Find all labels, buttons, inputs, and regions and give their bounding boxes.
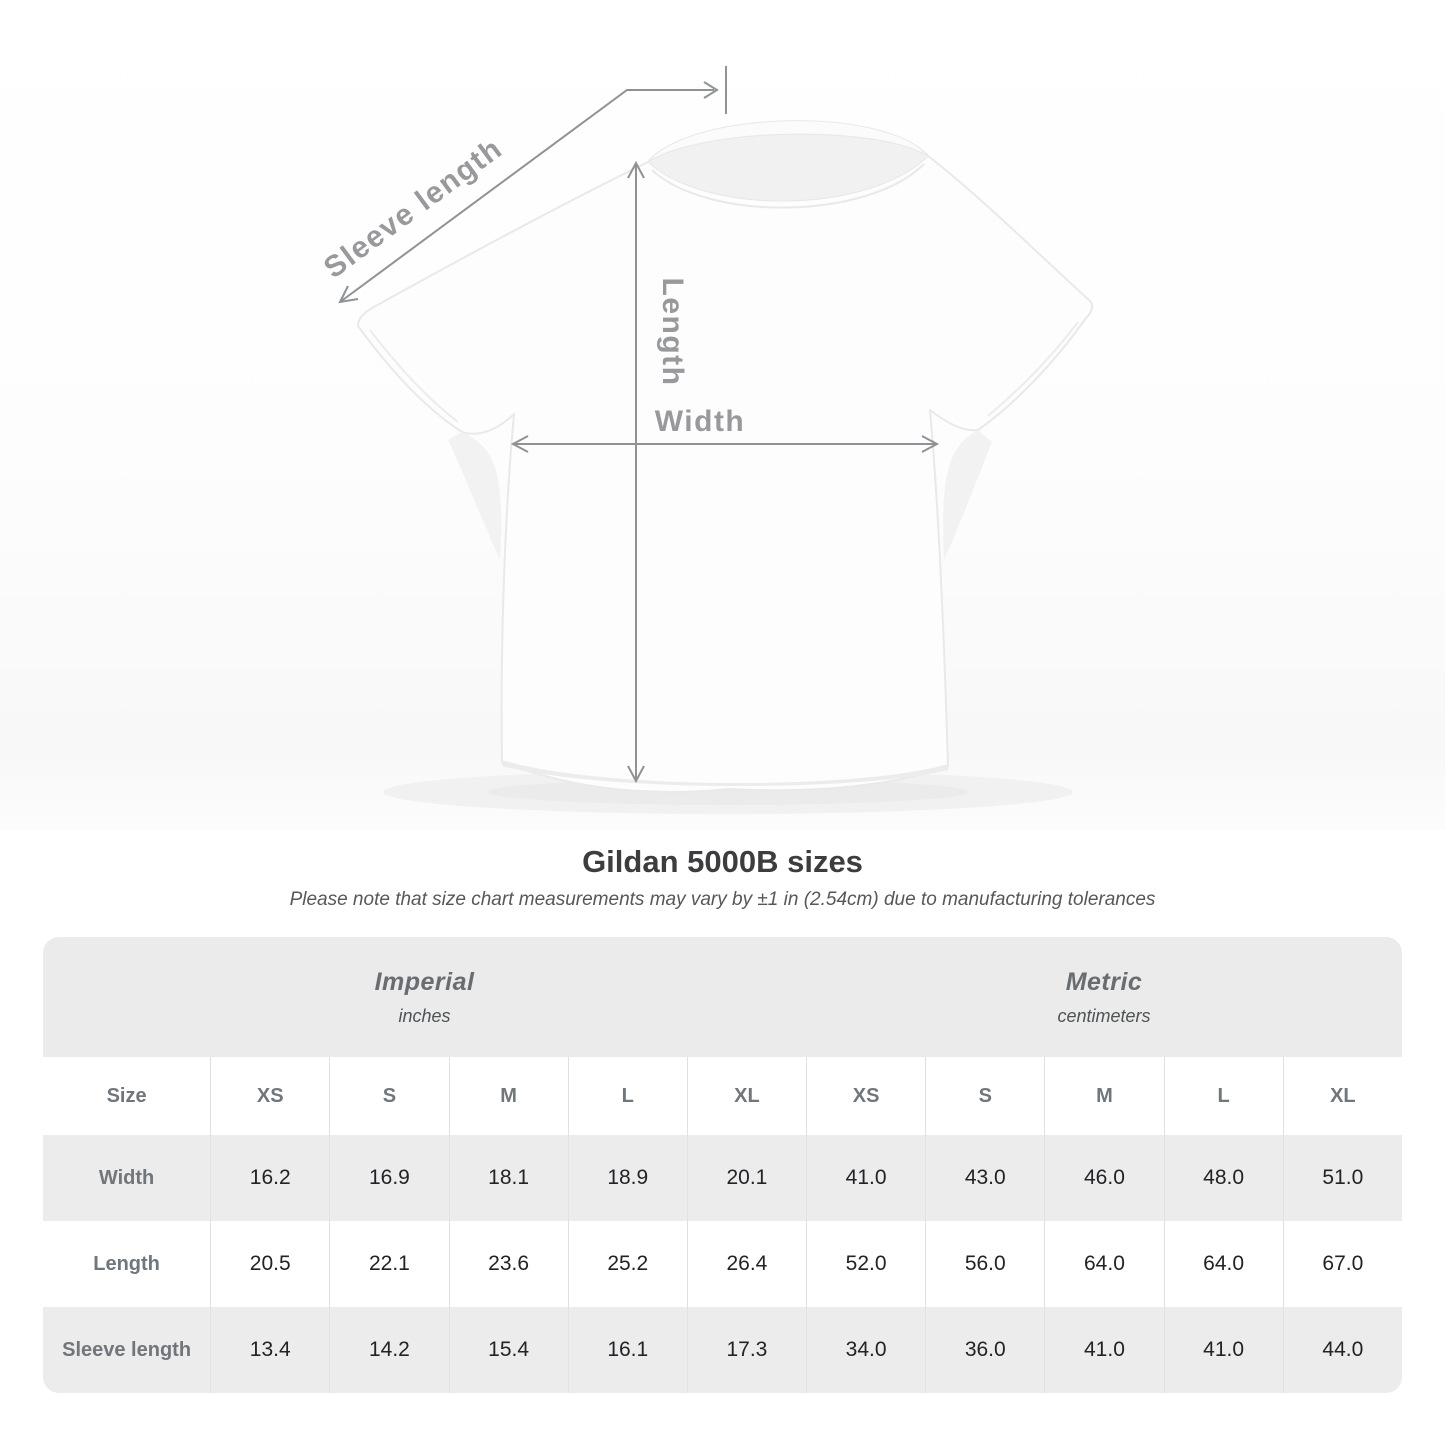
imperial-group-header [43,937,806,1057]
table-row-width [43,1135,1402,1221]
col-header-metric-xs: XS [806,1057,925,1135]
col-header-imperial-l: L [568,1057,687,1135]
chart-header [0,830,1445,911]
cell-width-imperial-m: 18.1 [449,1135,568,1221]
cell-width-imperial-l: 18.9 [568,1135,687,1221]
col-header-metric-s: S [925,1057,1044,1135]
size-corner-header: Size [43,1057,210,1135]
cell-sleeve-imperial-m: 15.4 [449,1307,568,1393]
cell-width-imperial-xs: 16.2 [210,1135,329,1221]
cell-sleeve-imperial-l: 16.1 [568,1307,687,1393]
table-row-length [43,1221,1402,1307]
metric-group-unit: centimeters [1057,1005,1151,1026]
cell-length-imperial-l: 25.2 [568,1221,687,1307]
cell-width-metric-m: 46.0 [1044,1135,1163,1221]
col-header-imperial-m: M [449,1057,568,1135]
cell-sleeve-imperial-xs: 13.4 [210,1307,329,1393]
cell-length-metric-m: 64.0 [1044,1221,1163,1307]
col-header-imperial-xl: XL [687,1057,806,1135]
row-label-sleeve-length: Sleeve length [43,1307,210,1393]
row-label-length: Length [43,1221,210,1307]
cell-length-metric-xl: 67.0 [1283,1221,1402,1307]
size-chart-table-wrap [43,937,1402,1393]
length-label: Length [656,277,689,387]
cell-width-metric-s: 43.0 [925,1135,1044,1221]
cell-length-metric-s: 56.0 [925,1221,1044,1307]
cell-sleeve-metric-m: 41.0 [1044,1307,1163,1393]
cell-length-metric-l: 64.0 [1164,1221,1283,1307]
sleeve-length-label: Sleeve length [317,131,509,285]
imperial-group-title: Imperial [374,967,475,996]
metric-group-title: Metric [1065,967,1143,996]
row-label-width: Width [43,1135,210,1221]
cell-sleeve-metric-xl: 44.0 [1283,1307,1402,1393]
cell-length-imperial-m: 23.6 [449,1221,568,1307]
cell-sleeve-imperial-xl: 17.3 [687,1307,806,1393]
cell-sleeve-metric-xs: 34.0 [806,1307,925,1393]
left-underarm-shadow [448,432,501,560]
right-underarm-shadow [943,430,992,560]
cell-width-metric-l: 48.0 [1164,1135,1283,1221]
table-row-sleeve-length [43,1307,1402,1393]
width-label: Width [654,405,746,438]
cell-width-metric-xs: 41.0 [806,1135,925,1221]
cell-length-imperial-xl: 26.4 [687,1221,806,1307]
col-header-metric-l: L [1164,1057,1283,1135]
tolerance-note: Please note that size chart measurements may vary by ±1 in (2.54cm) due to manufacturing tolerances [289,889,1156,910]
page-title: Gildan 5000B sizes [582,844,863,879]
cell-length-metric-xs: 52.0 [806,1221,925,1307]
cell-sleeve-imperial-s: 14.2 [329,1307,448,1393]
imperial-group-unit: inches [398,1005,451,1026]
col-header-metric-m: M [1044,1057,1163,1135]
col-header-metric-xl: XL [1283,1057,1402,1135]
unit-group-row [43,937,1402,1057]
metric-group-header [806,937,1402,1057]
cell-sleeve-metric-l: 41.0 [1164,1307,1283,1393]
cell-sleeve-metric-s: 36.0 [925,1307,1044,1393]
size-chart-table [43,937,1402,1393]
col-header-imperial-s: S [329,1057,448,1135]
size-header-row [43,1057,1402,1135]
cell-length-imperial-s: 22.1 [329,1221,448,1307]
cell-width-imperial-s: 16.9 [329,1135,448,1221]
cell-length-imperial-xs: 20.5 [210,1221,329,1307]
cell-width-metric-xl: 51.0 [1283,1135,1402,1221]
cell-width-imperial-xl: 20.1 [687,1135,806,1221]
col-header-imperial-xs: XS [210,1057,329,1135]
